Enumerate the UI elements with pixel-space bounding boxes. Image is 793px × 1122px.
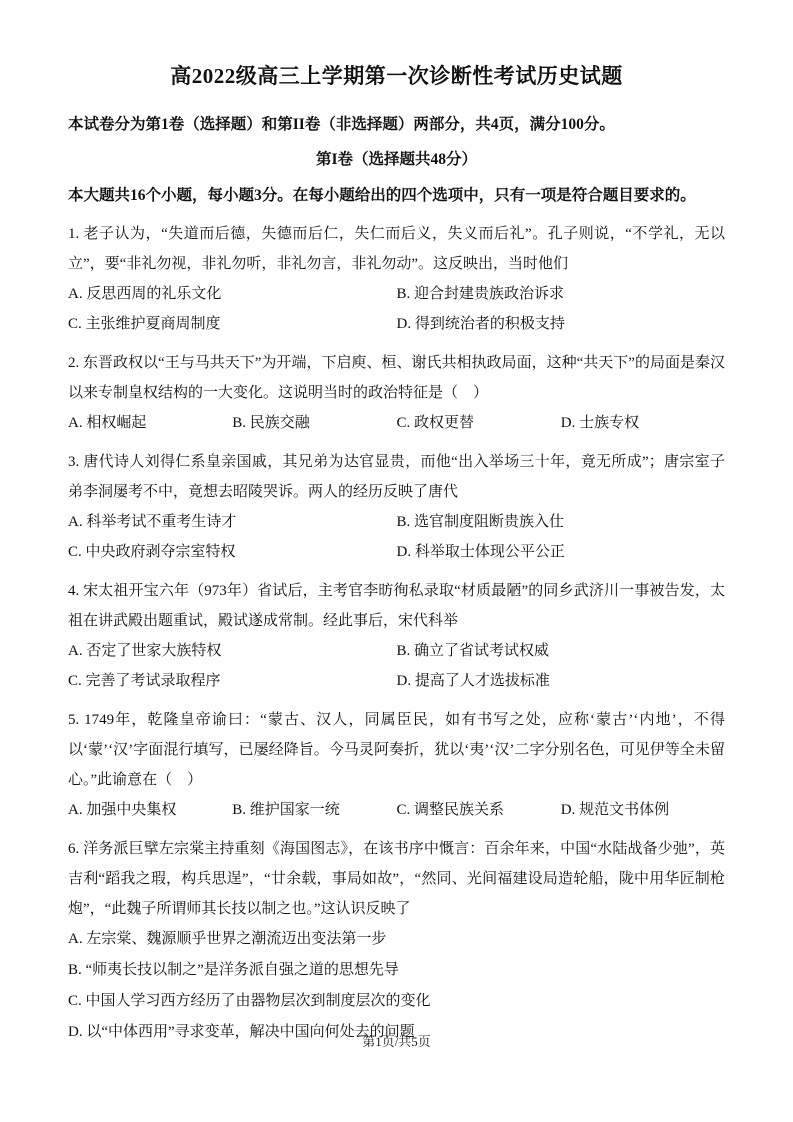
option-a: A. 科举考试不重考生诗才 [68,514,237,531]
question-options [68,636,725,696]
option-b: B. 民族交融 [232,415,310,432]
page-title: 高2022级高三上学期第一次诊断性考试历史试题 [170,64,623,88]
question-options [68,279,725,339]
question-stem: 1. 老子认为，“失道而后德，失德而后仁，失仁而后义，失义而后礼”。孔子则说，“不学礼，无以立”，要“非礼勿视，非礼勿听，非礼勿言，非礼勿动”。这反映出，当时他们 [68,226,725,273]
option-c: C. 中央政府剥夺宗室特权 [68,544,236,561]
option-b: B. 维护国家一统 [232,802,340,819]
option-c: C. 中国人学习西方经历了由器物层次到制度层次的变化 [68,992,431,1009]
option-d: D. 提高了人才选拔标准 [396,673,550,690]
option-c: C. 完善了考试录取程序 [68,673,221,690]
option-a: A. 反思西周的礼乐文化 [68,286,222,303]
question-stem: 3. 唐代诗人刘得仁系皇亲国戚，其兄弟为达官显贵，而他“出入举场三十年，竟无所成”；唐宗室子弟李洞屡考不中，竟想去昭陵哭诉。两人的经历反映了唐代 [68,454,725,501]
question-2 [68,348,725,438]
question-4 [68,576,725,696]
question-1 [68,219,725,339]
option-a: A. 否定了世家大族特权 [68,643,222,660]
option-a: A. 加强中央集权 [68,802,177,819]
section-instructions: 本大题共16个小题，每小题3分。在每小题给出的四个选项中，只有一项是符合题目要求的。 [68,186,696,204]
option-c: C. 调整民族关系 [396,802,505,819]
option-b: B. 确立了省试考试权威 [396,643,550,660]
option-b: B. 选官制度阻断贵族入仕 [396,514,565,531]
option-d: D. 规范文书体例 [560,802,670,819]
question-options [68,924,725,1047]
question-options [68,408,725,438]
exam-intro: 本试卷分为第1卷（选择题）和第II卷（非选择题）两部分，共4页，满分100分。 [68,116,615,133]
option-d: D. 科举取士体现公平公正 [396,544,565,561]
question-options [68,507,725,567]
option-d: D. 士族专权 [560,415,640,432]
question-stem: 5. 1749年，乾隆皇帝谕曰：“蒙古、汉人，同属臣民，如有书写之处，应称‘蒙古’‘内地’，不得以‘蒙’‘汉’字面混行填写，已屡经降旨。今马灵阿奏折，犹以‘夷’‘汉’二字分别名色，可见伊等全未留心。”此谕意在（ ） [68,712,725,789]
option-d: D. 得到统治者的积极支持 [396,316,565,333]
section-title: 第I卷（选择题共48分） [315,151,478,169]
option-c: C. 政权更替 [396,415,475,432]
option-a: A. 左宗棠、魏源顺乎世界之潮流迈出变法第一步 [68,931,387,948]
question-6 [68,834,725,1047]
option-b: B. 迎合封建贵族政治诉求 [396,286,565,303]
option-b: B. “师夷长技以制之”是洋务派自强之道的思想先导 [68,962,399,979]
question-stem: 2. 东晋政权以“王与马共天下”为开端，下启庾、桓、谢氏共相执政局面，这种“共天下”的局面是秦汉以来专制皇权结构的一大变化。这说明当时的政治特征是（ ） [68,355,725,402]
question-stem: 4. 宋太祖开宝六年（973年）省试后，主考官李昉徇私录取“材质最陋”的同乡武济川一事被告发，太祖在讲武殿出题重试，殿试遂成常制。经此事后，宋代科举 [68,583,725,630]
page-footer: 第1页/共5页 [362,1034,431,1049]
option-c: C. 主张维护夏商周制度 [68,316,221,333]
option-a: A. 相权崛起 [68,415,147,432]
option-d: D. 以“中体西用”寻求变革，解决中国向何处去的问题 [68,1023,415,1040]
question-stem: 6. 洋务派巨擘左宗棠主持重刻《海国图志》，在该书序中慨言：百余年来，中国“水陆战备少弛”，英吉利“蹈我之瑕，构兵思逞”，“廿余载，事局如故”，“然同、光间福建设局造轮船，陇中用华匠制枪炮”，“此魏子所谓师其长技以制之也。”这认识反映了 [68,841,725,918]
question-3 [68,447,725,567]
question-options [68,795,725,825]
question-5 [68,705,725,825]
